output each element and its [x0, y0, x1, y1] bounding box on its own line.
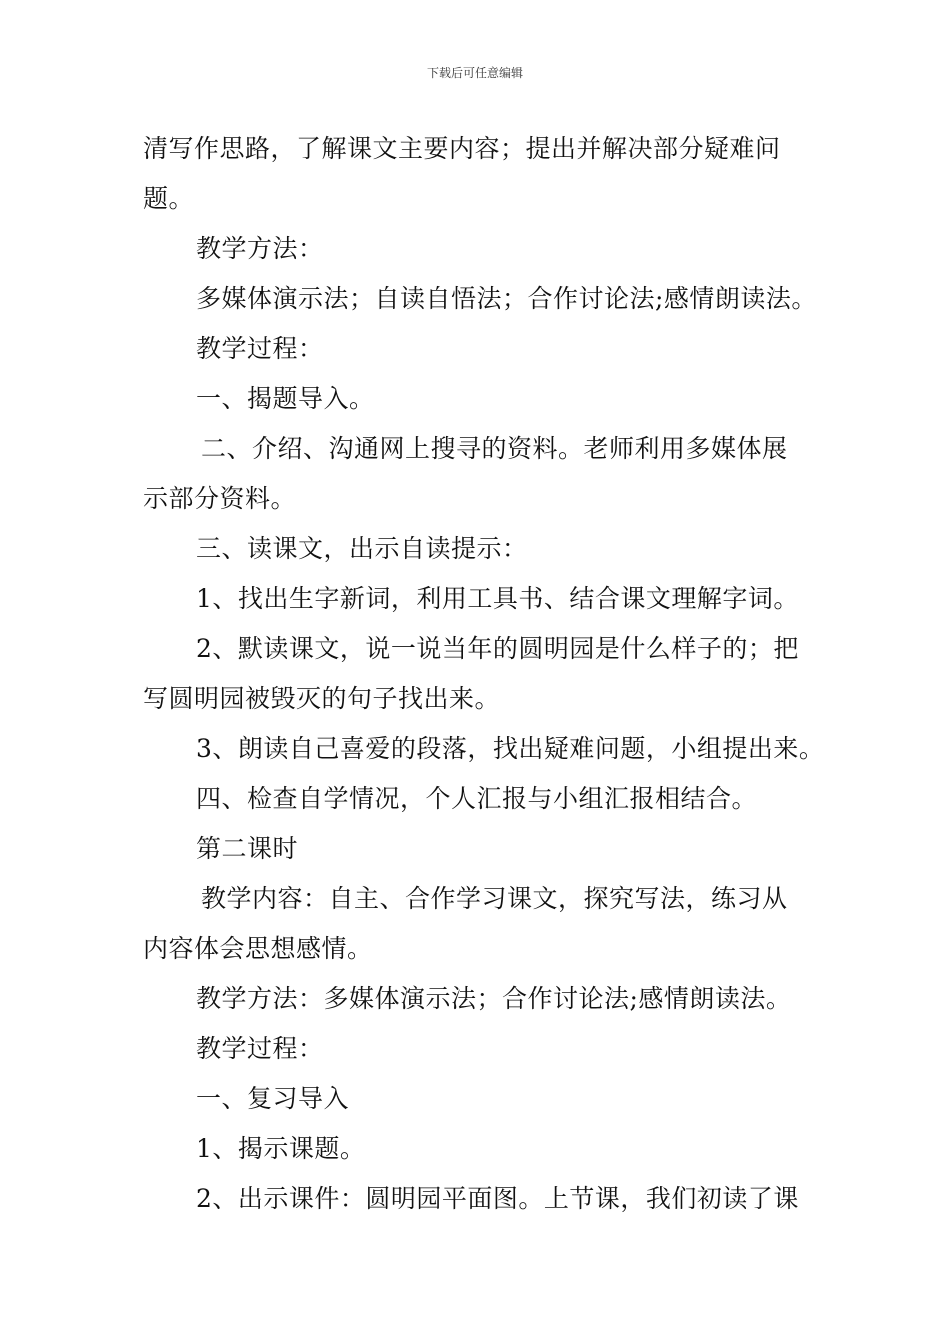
text-line: 教学过程：: [196, 1034, 324, 1063]
text-line: 写圆明园被毁灭的句子找出来。: [143, 684, 501, 713]
text-line: 题。: [143, 184, 195, 213]
text-line: 二、介绍、沟通网上搜寻的资料。老师利用多媒体展: [201, 434, 788, 463]
text-line: 一、揭题导入。: [196, 384, 375, 413]
text-line: 三、读课文，出示自读提示：: [196, 534, 528, 563]
text-line: 2、出示课件：圆明园平面图。上节课，我们初读了课: [196, 1184, 799, 1213]
page-header: 下载后可任意编辑: [426, 66, 523, 80]
text-line: 清写作思路，了解课文主要内容；提出并解决部分疑难问: [143, 134, 781, 163]
text-line: 教学方法：: [196, 234, 324, 263]
text-line: 一、复习导入: [196, 1084, 350, 1113]
text-line: 1、找出生字新词，利用工具书、结合课文理解字词。: [196, 584, 799, 613]
text-line: 教学方法：多媒体演示法；合作讨论法;感情朗读法。: [196, 984, 792, 1013]
text-line: 2、默读课文，说一说当年的圆明园是什么样子的；把: [196, 634, 799, 663]
text-line: 3、朗读自己喜爱的段落，找出疑难问题，小组提出来。: [196, 734, 825, 763]
text-line: 内容体会思想感情。: [143, 934, 373, 963]
text-line: 示部分资料。: [143, 484, 297, 513]
text-line: 教学内容：自主、合作学习课文，探究写法，练习从: [201, 884, 788, 913]
text-line: 教学过程：: [196, 334, 324, 363]
text-line: 1、揭示课题。: [196, 1134, 366, 1163]
text-line: 四、检查自学情况，个人汇报与小组汇报相结合。: [196, 784, 758, 813]
section-heading: 第二课时: [196, 834, 299, 863]
text-line: 多媒体演示法；自读自悟法；合作讨论法;感情朗读法。: [196, 284, 817, 313]
